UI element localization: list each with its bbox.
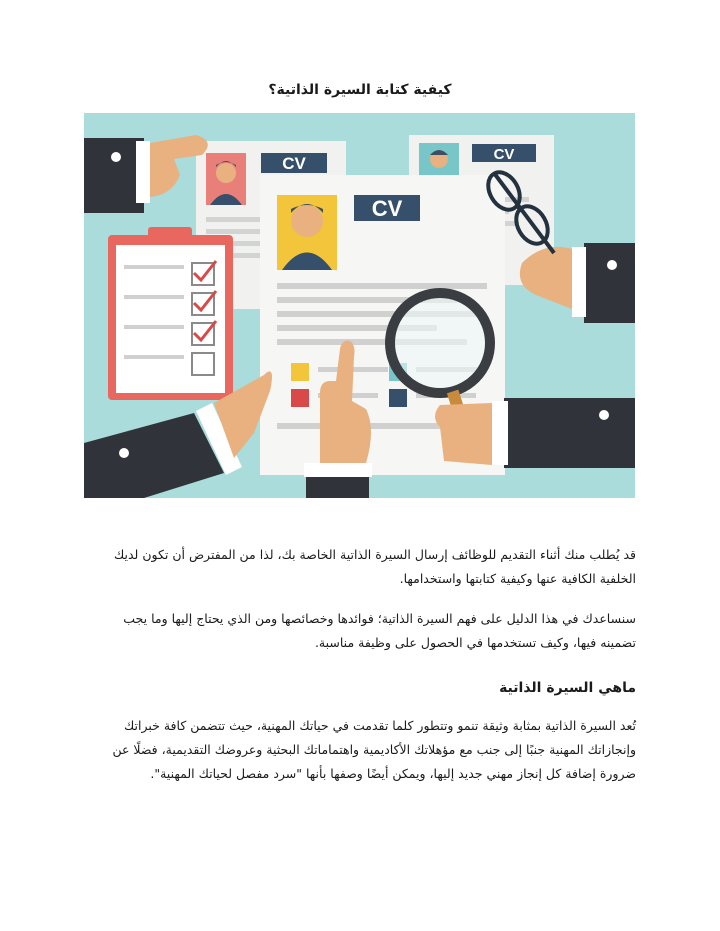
svg-text:CV: CV [282,154,306,173]
page-title: كيفية كتابة السيرة الذاتية؟ [268,82,452,98]
svg-text:CV: CV [371,196,403,221]
svg-text:CV: CV [493,146,515,163]
clipboard-checklist [108,227,233,400]
cv-illustration [84,113,635,498]
arm-bottom-right [435,398,635,468]
guide-paragraph: سنساعدك في هذا الدليل على فهم السيرة الذاتية؛ فوائدها وخصائصها ومن الذي يحتاج إليها وما يجب تضمينه فيها، وكيف تستخدمها في الحصول على وظيفة مناسبة. [123,611,636,650]
section-heading: ماهي السيرة الذاتية [499,680,636,696]
intro-paragraph: قد يُطلب منك أثناء التقديم للوظائف إرسال السيرة الذاتية الخاصة بك، لذا من المفترض أن تكون لديك الخلفية الكافية عنها وكيفية كتابتها واستخدامها. [113,547,636,586]
section-paragraph: تُعد السيرة الذاتية بمثابة وثيقة تنمو وتتطور كلما تقدمت في حياتك المهنية، حيث تتضمن كافة خبراتك وإنجازاتك المهنية جنبًا إلى جنب مع مؤهلاتك الأكاديمية واهتماماتك البحثية وعروضك التقديمية، فضلًا عن ضرورة إضافة كل إنجاز مهني جديد إليها، ويمكن أيضًا وصفها بأنها "سرد مفصل لحياتك المهنية". [112,718,636,781]
